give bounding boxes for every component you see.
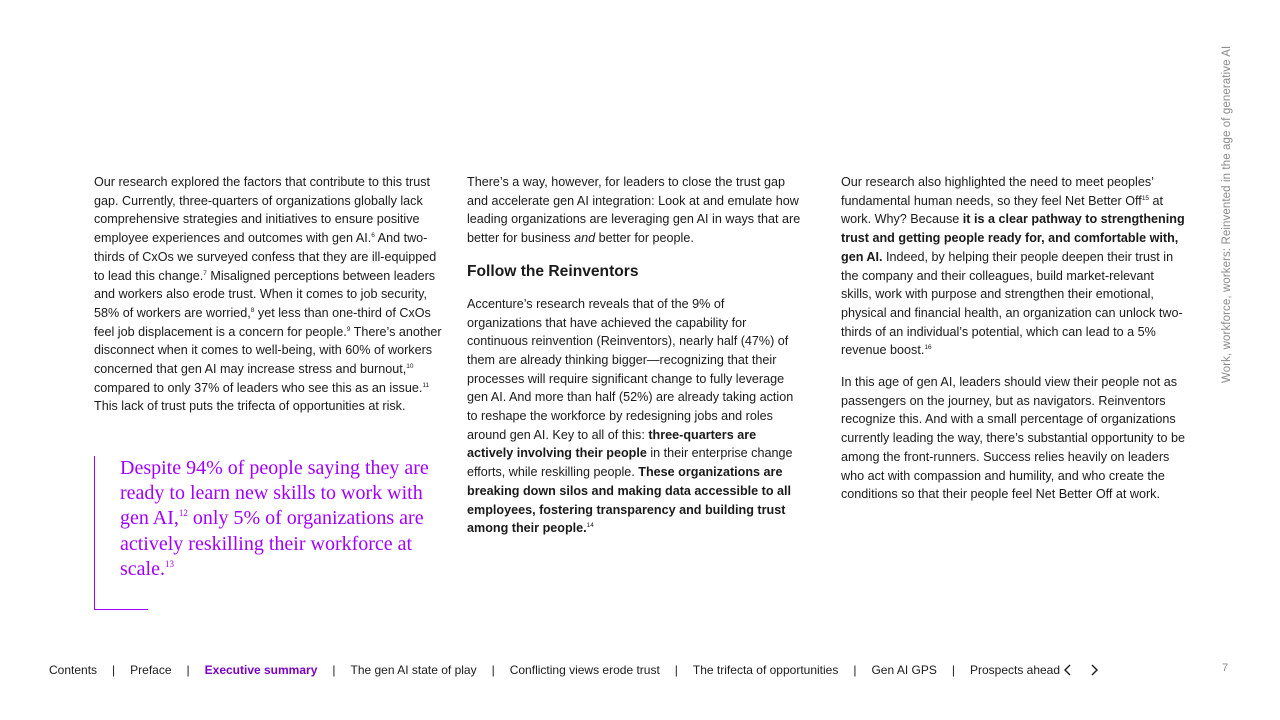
- col3-paragraph-2: In this age of gen AI, leaders should view their people not as passengers on the journey, but as navigators. Reinventors recognize this. And with a small percentage of organizations currently leading the way, there’s substantial opportunity to be among the front-runners. Success relies heavily on leaders who act with compassion and humility, and who create the conditions so that their people feel Net Better Off at work.: [841, 375, 1185, 502]
- column-3: [841, 173, 1186, 517]
- footnote-10[interactable]: 10: [406, 363, 414, 371]
- bottom-nav: [49, 661, 1060, 679]
- footnote-12[interactable]: 12: [178, 508, 188, 519]
- col2-paragraph-1: There’s a way, however, for leaders to close the trust gap and accelerate gen AI integration: Look at and emulate how leading organizations are leveraging gen AI in ways that are better for business and better for people.: [467, 175, 801, 246]
- section-heading: Follow the Reinventors: [467, 262, 639, 280]
- footnote-15[interactable]: 15: [1141, 194, 1150, 202]
- chevron-right-icon[interactable]: [1085, 661, 1103, 679]
- nav-separator: |: [853, 663, 857, 677]
- footnote-7[interactable]: 7: [203, 269, 207, 277]
- footnote-9[interactable]: 9: [346, 325, 351, 333]
- col2-paragraph-2: Accenture’s research reveals that of the 9% of organizations that have achieved the capability for continuous reinvention (Reinventors), nearly half (47%) of them are already thinking bigger—recognizing that their processes will require significant change to fully leverage gen AI. And more than half (52%) are already taking action to reshape the workforce by redesigning jobs and roles around gen AI. Key to all of this: three-quarters are actively involving their people in their enterprise change efforts, while reskilling people. These organizations are breaking down silos and making data accessible to all employees, fostering transparency and building trust among their people.$^{14}$: [467, 296, 794, 536]
- nav-separator: |: [112, 663, 116, 677]
- nav-item-preface[interactable]: Preface: [130, 663, 172, 677]
- col1-paragraph-1: Our research explored the factors that contribute to this trust gap. Currently, three-quarters of organizations globally lack comprehensive strategies and initiatives to ensure positive employee experiences and outcomes with gen AI.$^6$ And two-thirds of CxOs we surveyed confess that they are ill-equipped to lead this change.$^7$ Misaligned perceptions between leaders and workers also erode trust. When it comes to job security, 58% of workers are worried,$^8$ yet less than one-third of CxOs feel job displacement is a concern for people.$^9$ There’s another disconnect when it comes to well-being, with 60% of workers concerned that gen AI may increase stress and burnout,$^{10}$ compared to only 37% of leaders who see this as an issue.$^{11}$ This lack of trust puts the trifecta of opportunities at risk.: [94, 175, 442, 414]
- pull-quote: Despite 94% of people saying they are ready to learn new skills to work with gen AI,$^{12}$ only 5% of organizations are actively reskilling their workforce at scale.$^{13}$: [94, 456, 430, 610]
- nav-separator: |: [186, 663, 190, 677]
- nav-separator: |: [491, 663, 495, 677]
- document-title-vertical: Work, workforce, workers: Reinvented in the age of generative AI: [1221, 45, 1233, 383]
- nav-item-executive-summary[interactable]: Executive summary: [204, 663, 318, 677]
- nav-item-the-trifecta-of-opportunities[interactable]: The trifecta of opportunities: [692, 663, 839, 677]
- nav-separator: |: [332, 663, 336, 677]
- nav-item-gen-ai-gps[interactable]: Gen AI GPS: [871, 663, 937, 677]
- footnote-8[interactable]: 8: [250, 306, 255, 314]
- column-1: [94, 173, 442, 429]
- chevron-left-icon[interactable]: [1059, 661, 1077, 679]
- nav-item-prospects-ahead[interactable]: Prospects ahead: [969, 663, 1061, 677]
- nav-separator: |: [674, 663, 678, 677]
- column-2: [467, 173, 801, 551]
- nav-separator: |: [951, 663, 955, 677]
- footnote-11[interactable]: 11: [422, 381, 430, 389]
- nav-item-conflicting-views-erode-trust[interactable]: Conflicting views erode trust: [509, 663, 660, 677]
- page-number: 7: [1222, 662, 1229, 674]
- footnote-16[interactable]: 16: [924, 344, 932, 352]
- footnote-13[interactable]: 13: [164, 558, 174, 569]
- nav-item-the-gen-ai-state-of-play[interactable]: The gen AI state of play: [350, 663, 477, 677]
- pull-quote-rule: [94, 609, 148, 610]
- nav-item-contents[interactable]: Contents: [49, 663, 98, 677]
- footnote-6[interactable]: 6: [371, 232, 375, 240]
- col3-paragraph-1: Our research also highlighted the need to meet peoples’ fundamental human needs, so they feel Net Better Off$^{15}$ at work. Why? Because it is a clear pathway to strengthening trust and getting people ready for, and comfortable with, gen AI. Indeed, by helping their people deepen their trust in the company and their colleagues, build market-relevant skills, work with purpose and strengthen their emotional, physical and financial health, an organization can unlock two-thirds of an individual’s potential, which can lead to a 5% revenue boost.$^{16}$: [841, 175, 1185, 358]
- footnote-14[interactable]: 14: [586, 522, 594, 530]
